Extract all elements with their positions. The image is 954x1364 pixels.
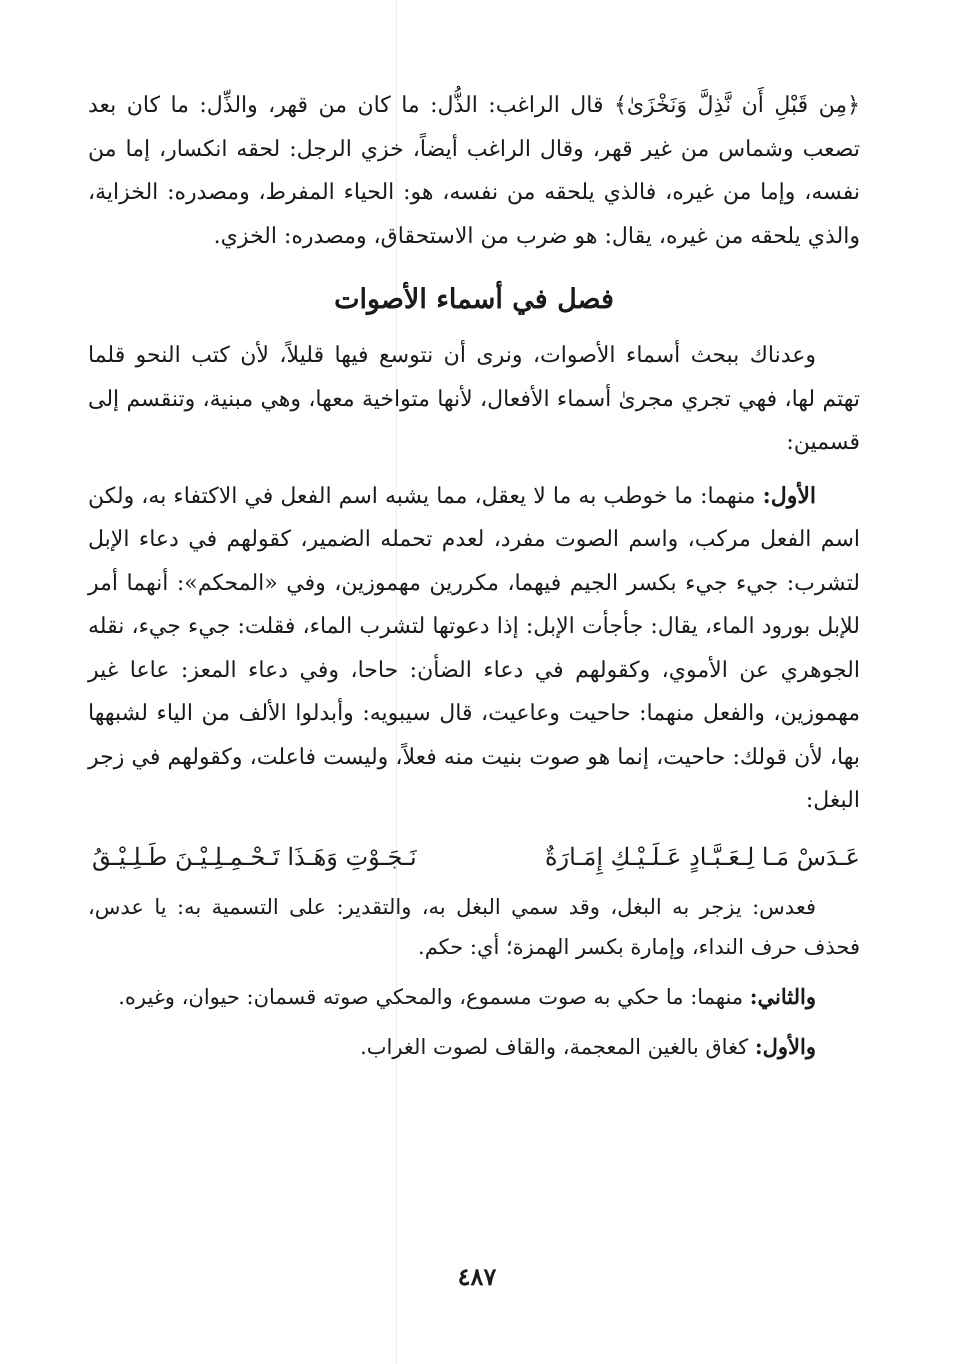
intro-text: قال الراغب: الذُّل: ما كان من قهر، والذِّل: ما كان بعد تصعب وشماس من غير قهر، وقال الراغب أيضاً، خزي الرجل: لحقه انكسار، إما من نفسه، وإما من غيره، فالذي يلحقه من نفسه، هو: الحياء المفرط، ومصدره: الخزاية، والذي يلحقه من غيره، يقال: هو ضرب من الاستحقاق، ومصدره: الخزي. (88, 93, 860, 249)
animal-sounds-label: والأول: (754, 1033, 816, 1059)
first-type-paragraph (88, 475, 860, 823)
poetry-verse (88, 835, 860, 879)
book-page-content (88, 84, 860, 1067)
section-intro-paragraph: وعدناك ببحث أسماء الأصوات، ونرى أن نتوسع فيها قليلاً، لأن كتب النحو قلما تهتم لها، فهي تجري مجرىٰ أسماء الأفعال، لأنها متواخية معها، وهي مبنية، وتنقسم إلى قسمين: (88, 343, 860, 455)
verse-second-hemistich: نَـجَـوْتِ وَهَـذَا تَـحْـمِـلِـيْـنَ طَـلِـيْـقُ (92, 842, 417, 871)
quran-quote: ﴿مِن قَبْلِ أَن نَّذِلَّ وَنَخْزَىٰ﴾ (613, 93, 860, 118)
verse-first-hemistich: عَـدَسْ مَـا لِـعَـبَّـادٍ عَـلَـيْـكِ إِمَـارَةٌ (544, 842, 860, 871)
animal-sounds-paragraph (88, 1027, 860, 1067)
first-type-label: الأول: (762, 482, 816, 509)
second-type-text: منهما: ما حكي به صوت مسموع، والمحكي صوته قسمان: حيوان، وغيره. (118, 984, 750, 1009)
first-type-text: منهما: ما خوطب به ما لا يعقل، مما يشبه اسم الفعل في الاكتفاء به، ولكن اسم الفعل مركب، واسم الصوت مفرد، لعدم تحمله الضمير، كقولهم في دعاء الإبل لتشرب: جيء جيء بكسر الجيم فيهما، مكررين مهموزين، وفي «المحكم»: أنهما أمر للإبل بورود الماء، يقال: جأجأت الإبل: إذا دعوتها لتشرب الماء، فقلت: جيء جيء، نقله الجوهري عن الأموي، وكقولهم في دعاء الضأن: حاحا، وفي دعاء المعز: عاعا غير مهموزين، والفعل منهما: حاحيت وعاعيت، قال سيبويه: وأبدلوا الألف من الياء لشبهها بها، لأن قولك: حاحيت، إنما هو صوت بنيت منه فعلاً، وليست فاعلت، وكقولهم في زجر البغل: (88, 483, 860, 813)
animal-sounds-text: كغاق بالغين المعجمة، والقاف لصوت الغراب. (360, 1034, 755, 1059)
page-number: ٤٨٧ (457, 1262, 497, 1291)
second-type-paragraph (88, 977, 860, 1017)
second-type-label: والثاني: (749, 983, 816, 1009)
verse-explanation: فعدس: يزجر به البغل، وقد سمي البغل به، والتقدير: على التسمية به: يا عدس، فحذف حرف النداء، وإمارة بكسر الهمزة؛ أي: حكم. (88, 894, 860, 959)
section-heading: فصل في أسماء الأصوات (334, 284, 614, 315)
intro-paragraph (88, 84, 860, 258)
